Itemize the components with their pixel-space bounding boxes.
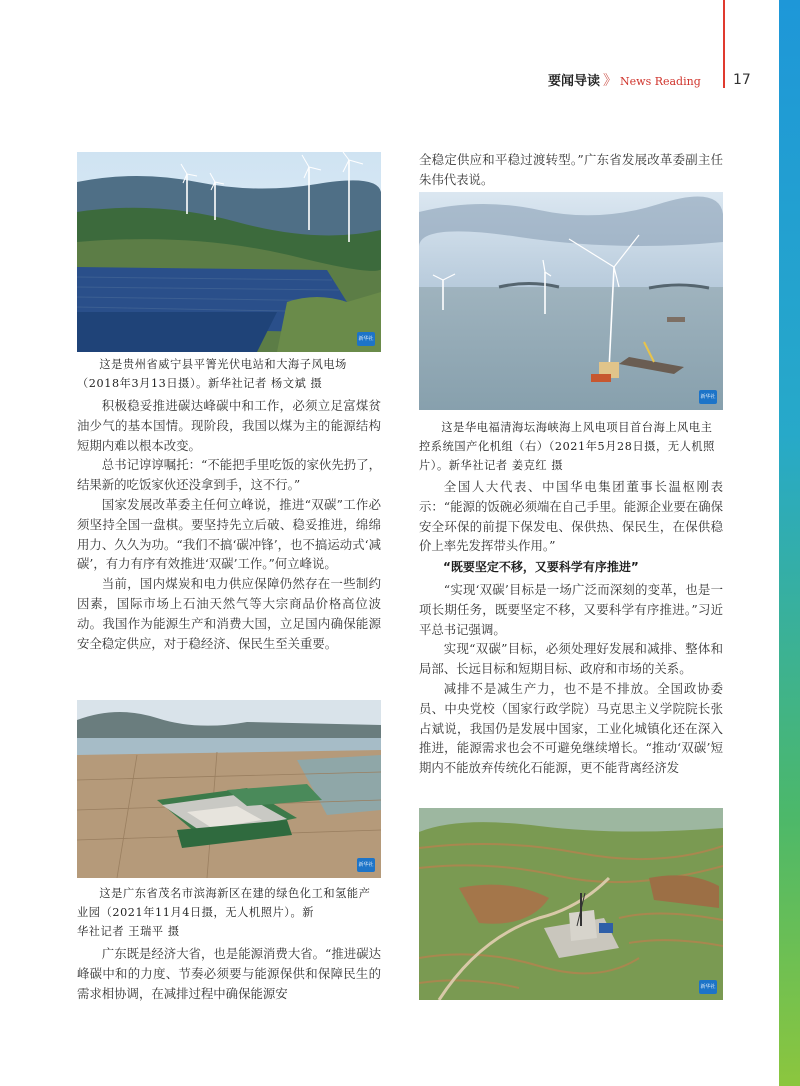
chevron-right-icon: 》 xyxy=(603,73,618,89)
section-subheading: “既要坚定不移，又要科学有序推进” xyxy=(443,560,639,575)
paragraph: 总书记谆谆嘱托：“不能把手里吃饭的家伙先扔了，结果新的吃饭家伙还没拿到手，这不行。” xyxy=(77,457,381,493)
section-title: 要闻导读 xyxy=(548,74,601,89)
photo-offshore-wind xyxy=(419,192,723,410)
right-column-body xyxy=(419,477,723,778)
photo-drilling-rig-terraces xyxy=(419,808,723,1000)
xinhua-logo-icon: 新华社 xyxy=(699,390,717,404)
left-column-body-continued xyxy=(77,944,381,1003)
page-header xyxy=(548,70,701,90)
page-edge-color-bar xyxy=(779,0,800,1086)
photo-chemical-hydrogen-park xyxy=(77,700,381,878)
photo-solar-wind-farm xyxy=(77,152,381,352)
page-number: 17 xyxy=(733,72,751,88)
photo-caption: 这是广东省茂名市滨海新区在建的绿色化工和氢能产业园（2021年11月4日摄，无人机照片）。新 华社记者 王瑞平 摄 xyxy=(77,887,371,938)
right-column-body-top xyxy=(419,150,723,190)
paragraph: 国家发展改革委主任何立峰说，推进“双碳”工作必须坚持全国一盘棋。要坚持先立后破、稳妥推进，绵绵用力、久久为功。“我们不搞‘碳冲锋’，也不搞运动式‘减碳’，有力有序有效推进‘双碳’工作。”何立峰说。 xyxy=(77,496,381,572)
left-column-body xyxy=(77,396,381,653)
xinhua-logo-icon: 新华社 xyxy=(357,858,375,872)
photo-caption: 这是贵州省威宁县平箐光伏电站和大海子风电场（2018年3月13日摄）。新华社记者 杨文斌 摄 xyxy=(77,358,347,390)
xinhua-logo-icon: 新华社 xyxy=(357,332,375,346)
paragraph: 积极稳妥推进碳达峰碳中和工作，必须立足富煤贫油少气的基本国情。现阶段，我国以煤为主的能源结构短期内难以根本改变。 xyxy=(77,398,381,453)
section-title-en: News Reading xyxy=(620,75,701,88)
photo-caption: 这是华电福清海坛海峡海上风电项目首台海上风电主控系统国产化机组（右）（2021年5月28日摄，无人机照片）。新华社记者 姜克红 摄 xyxy=(419,421,715,472)
paragraph: 广东既是经济大省，也是能源消费大省。“推进碳达峰碳中和的力度、节奏必须要与能源保供和保障民生的需求相协调，在减排过程中确保能源安 xyxy=(77,946,381,1001)
header-divider xyxy=(723,0,725,88)
paragraph: 减排不是减生产力，也不是不排放。全国政协委员、中央党校（国家行政学院）马克思主义学院院长张占斌说，我国仍是发展中国家，工业化城镇化还在深入推进，能源需求也会不可避免继续增长。“推动‘双碳’短期内不能放弃传统化石能源，更不能背离经济发 xyxy=(419,680,723,776)
paragraph: “实现‘双碳’目标是一场广泛而深刻的变革，也是一项长期任务，既要坚定不移，又要科学有序推进。”习近平总书记强调。 xyxy=(419,581,723,637)
paragraph: 全国人大代表、中国华电集团董事长温枢刚表示：“能源的饭碗必须端在自己手里。能源企业要在确保安全环保的前提下保发电、保供热、保民生，在保供稳价上率先发挥带头作用。” xyxy=(419,479,723,554)
xinhua-logo-icon: 新华社 xyxy=(699,980,717,994)
paragraph: 实现“双碳”目标，必须处理好发展和减排、整体和局部、长远目标和短期目标、政府和市场的关系。 xyxy=(419,641,723,677)
paragraph: 全稳定供应和平稳过渡转型。”广东省发展改革委副主任朱伟代表说。 xyxy=(419,152,723,187)
paragraph: 当前，国内煤炭和电力供应保障仍然存在一些制约因素，国际市场上石油天然气等大宗商品价格高位波动。我国作为能源生产和消费大国，立足国内确保能源安全稳定供应，对于稳经济、保民生至关重要。 xyxy=(77,576,381,651)
